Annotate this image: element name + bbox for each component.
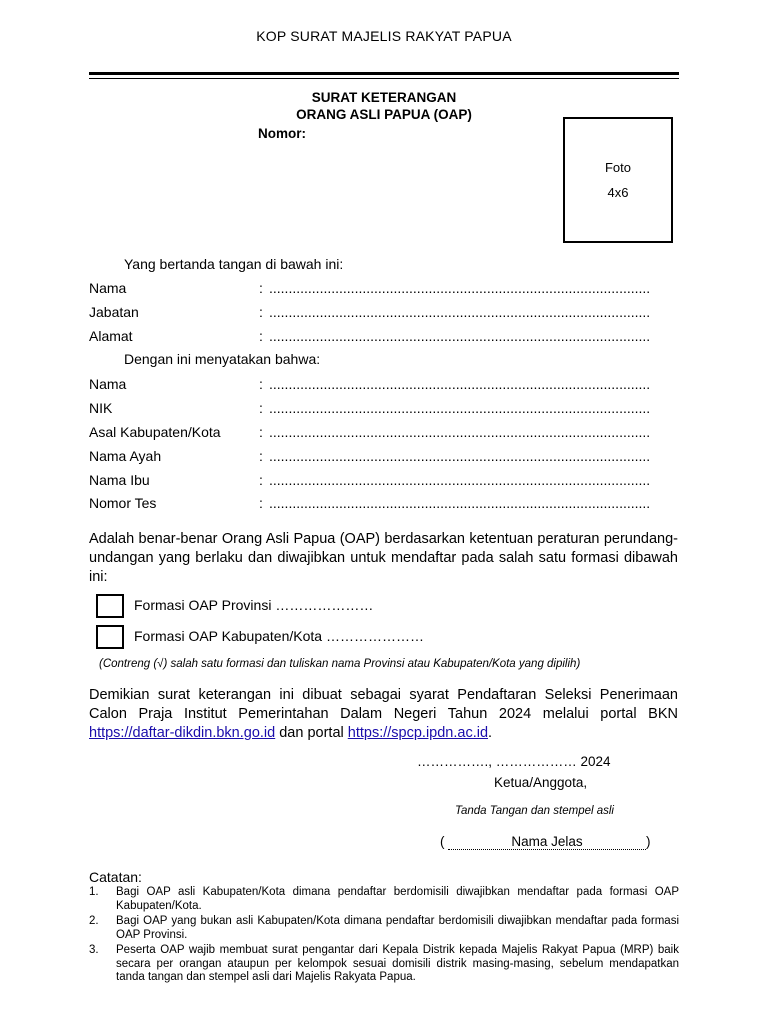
signer-field-nama (89, 280, 679, 300)
photo-label: Foto (604, 160, 631, 175)
field-fill-line[interactable]: .................................................................................................. (269, 424, 651, 440)
field-label: Jabatan (89, 304, 139, 320)
letterhead: KOP SURAT MAJELIS RAKYAT PAPUA (256, 28, 512, 44)
note-text: Bagi OAP yang bukan asli Kabupaten/Kota dimana pendaftar berdomisili diwajibkan mendaftar pada formasi OAP Provinsi. (116, 915, 679, 941)
bkn-portal-link[interactable]: https://daftar-dikdin.bkn.go.id (89, 725, 276, 741)
subject-field-ayah (89, 448, 679, 468)
field-label: Nama (89, 280, 127, 296)
note-text: Bagi OAP asli Kabupaten/Kota dimana pendaftar berdomisili diwajibkan mendaftar pada formasi OAP Kabupaten/Kota. (116, 886, 679, 912)
letterhead-rule-thin (89, 78, 679, 79)
field-colon: : (259, 304, 263, 320)
field-label: Asal Kabupaten/Kota (89, 424, 221, 440)
field-label: Nama Ayah (89, 448, 162, 464)
field-colon: : (259, 495, 263, 511)
document-title: SURAT KETERANGAN (311, 90, 457, 105)
field-fill-line[interactable]: .................................................................................................. (269, 376, 651, 392)
field-colon: : (259, 400, 263, 416)
field-colon: : (259, 376, 263, 392)
field-colon: : (259, 472, 263, 488)
note-number: 2. (89, 915, 99, 927)
field-colon: : (259, 424, 263, 440)
checkbox[interactable] (96, 594, 124, 618)
field-fill-line[interactable]: .................................................................................................. (269, 304, 651, 320)
photo-size: 4x6 (607, 185, 629, 200)
field-colon: : (259, 448, 263, 464)
signer-intro: Yang bertanda tangan di bawah ini: (124, 256, 344, 272)
subject-field-asal (89, 424, 679, 444)
paren-close: ) (646, 834, 651, 849)
subject-field-ibu (89, 472, 679, 492)
field-fill-line[interactable]: .................................................................................................. (269, 472, 651, 488)
closing-text-middle: dan portal (275, 725, 348, 741)
closing-text: Demikian surat keterangan ini dibuat sebagai syarat Pendaftaran Seleksi Penerimaan Calon Praja Institut Pemerintahan Dalam Negeri Tahun 2024 melalui portal BKN (89, 687, 678, 722)
field-label: NIK (89, 400, 113, 416)
document-number-label: Nomor: (258, 126, 306, 141)
field-fill-line[interactable]: .................................................................................................. (269, 495, 651, 511)
check-instruction: (Contreng (√) salah satu formasi dan tuliskan nama Provinsi atau Kabupaten/Kota yang dipilih) (99, 658, 581, 670)
note-text: Peserta OAP wajib membuat surat pengantar dari Kepala Distrik kepada Majelis Rakyat Papua (MRP) baik secara per orangan ataupun per kelompok sesuai domisili distrik masing-masing, sebelum mendapatkan tanda tangan dan stempel asli dari Majelis Rakyata Papua. (116, 944, 679, 983)
document-subtitle: ORANG ASLI PAPUA (OAP) (296, 107, 472, 122)
subject-field-nomor-tes (89, 495, 679, 515)
note-number: 3. (89, 944, 99, 956)
field-colon: : (259, 280, 263, 296)
subject-field-nik (89, 400, 679, 420)
subject-intro: Dengan ini menyatakan bahwa: (124, 351, 321, 367)
field-label: Nama (89, 376, 127, 392)
signature-name-placeholder[interactable]: Nama Jelas (448, 834, 646, 850)
closing-paragraph (89, 686, 678, 743)
subject-field-nama (89, 376, 679, 396)
note-number: 1. (89, 886, 99, 898)
signer-field-alamat (89, 328, 679, 348)
checkbox[interactable] (96, 625, 124, 649)
field-fill-line[interactable]: .................................................................................................. (269, 448, 651, 464)
note-item (89, 886, 679, 913)
field-label: Nomor Tes (89, 495, 157, 511)
field-fill-line[interactable]: .................................................................................................. (269, 400, 651, 416)
note-item (89, 944, 679, 985)
signer-field-jabatan (89, 304, 679, 324)
option-label: Formasi OAP Kabupaten/Kota ………………… (134, 628, 424, 644)
statement-paragraph: Adalah benar-benar Orang Asli Papua (OAP) berdasarkan ketentuan peraturan perundang-undangan yang berlaku dan diwajibkan untuk mendaftar pada salah satu formasi dibawah ini: (89, 531, 678, 585)
field-label: Alamat (89, 328, 133, 344)
spcp-portal-link[interactable]: https://spcp.ipdn.ac.id (347, 725, 489, 741)
photo-placeholder (563, 117, 673, 243)
paren-open: ( (440, 834, 445, 849)
field-fill-line[interactable]: .................................................................................................. (269, 328, 651, 344)
notes-heading: Catatan: (89, 869, 142, 885)
signature-date-line: ……………., ……………… 2024 (417, 754, 611, 769)
signature-role: Ketua/Anggota, (494, 775, 588, 790)
note-item (89, 915, 679, 942)
letterhead-rule-thick (89, 72, 679, 75)
option-label: Formasi OAP Provinsi ………………… (134, 597, 374, 613)
field-label: Nama Ibu (89, 472, 150, 488)
signature-instruction: Tanda Tangan dan stempel asli (455, 805, 614, 817)
field-fill-line[interactable]: .................................................................................................. (269, 280, 651, 296)
notes-list (89, 886, 679, 987)
field-colon: : (259, 328, 263, 344)
closing-text-end: . (488, 725, 493, 741)
